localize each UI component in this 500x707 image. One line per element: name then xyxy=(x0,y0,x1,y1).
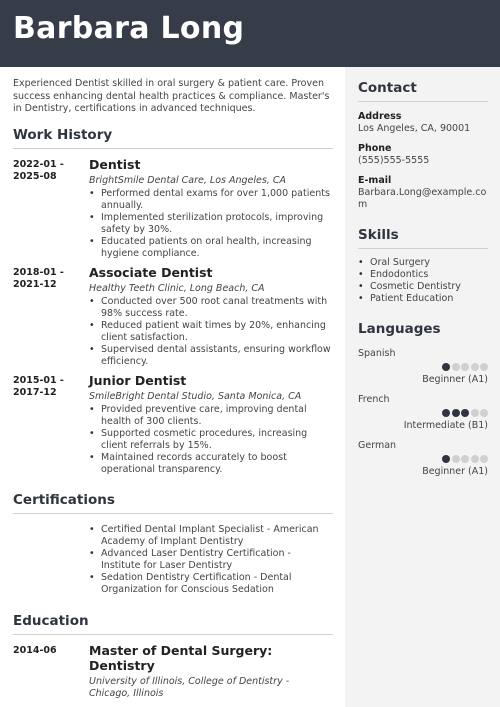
language-rating xyxy=(358,455,488,464)
job-bullet: • Supervised dental assistants, ensuring workflow efficiency. xyxy=(89,344,333,368)
language-name: Spanish xyxy=(358,348,396,359)
certification-item: • Sedation Dentistry Certification - Dental Organization for Conscious Sedation xyxy=(89,572,333,596)
job-bullets xyxy=(89,404,333,476)
job-entry xyxy=(13,265,333,368)
job-bullet: • Maintained records accurately to boost operational transparency. xyxy=(89,452,333,476)
certifications-list xyxy=(89,524,333,596)
job-bullet: • Supported cosmetic procedures, increasing client referrals by 15%. xyxy=(89,428,333,452)
education-entry xyxy=(13,643,333,700)
rating-dot-filled xyxy=(461,409,469,417)
email-link[interactable]: Barbara.Long@example.com xyxy=(358,187,487,210)
job-bullet: • Performed dental exams for over 1,000 patients annually. xyxy=(89,188,333,212)
job-bullet: • Educated patients on oral health, increasing hygiene compliance. xyxy=(89,236,333,260)
language-level: Intermediate (B1) xyxy=(403,420,488,431)
skills-heading: Skills xyxy=(358,227,488,249)
address-value: Los Angeles, CA, 90001 xyxy=(358,123,471,134)
job-start-date: 2015-01 - xyxy=(13,374,64,386)
rating-dot-empty xyxy=(452,363,460,371)
skill-item: • Endodontics xyxy=(358,269,488,281)
rating-dot-filled xyxy=(442,363,450,371)
language-name: French xyxy=(358,394,390,405)
job-bullet: • Conducted over 500 root canal treatments with 98% success rate. xyxy=(89,296,333,320)
skills-list xyxy=(358,257,488,305)
job-end-date: 2021-12 xyxy=(13,278,57,290)
job-dates xyxy=(13,375,73,399)
skills-section xyxy=(358,227,488,305)
job-title: Dentist xyxy=(89,156,141,172)
professional-summary: Experienced Dentist skilled in oral surgery & patient care. Proven success enhancing dental health practices & compliance. Master's in Dentistry, certifications in advanced techniques. xyxy=(13,78,330,114)
contact-heading: Contact xyxy=(358,80,488,102)
email-label: E-mail xyxy=(358,175,392,186)
job-company: Healthy Teeth Clinic, Long Beach, CA xyxy=(89,282,265,294)
rating-dot-empty xyxy=(471,363,479,371)
rating-dot-empty xyxy=(471,409,479,417)
education-heading: Education xyxy=(13,613,333,635)
job-bullets xyxy=(89,296,333,368)
rating-dot-empty xyxy=(461,363,469,371)
job-end-date: 2017-12 xyxy=(13,386,57,398)
job-end-date: 2025-08 xyxy=(13,170,57,182)
languages-heading: Languages xyxy=(358,321,441,337)
work-history-section xyxy=(13,127,333,476)
job-dates xyxy=(13,267,73,291)
skill-item: • Cosmetic Dentistry xyxy=(358,281,488,293)
language-entry xyxy=(358,394,488,431)
work-history-heading: Work History xyxy=(13,127,333,149)
rating-dot-filled xyxy=(442,409,450,417)
language-entry xyxy=(358,348,488,385)
rating-dot-filled xyxy=(442,455,450,463)
contact-section xyxy=(358,80,488,211)
education-date: 2014-06 xyxy=(13,644,57,656)
language-rating xyxy=(358,409,488,418)
job-title: Junior Dentist xyxy=(89,372,187,388)
skill-item: • Patient Education xyxy=(358,293,488,305)
job-dates xyxy=(13,159,73,183)
job-bullet: • Implemented sterilization protocols, improving safety by 30%. xyxy=(89,212,333,236)
languages-section xyxy=(358,321,488,477)
phone-value: (555)555-5555 xyxy=(358,155,430,166)
main-column xyxy=(13,78,333,700)
sidebar-content xyxy=(358,80,488,477)
language-level: Beginner (A1) xyxy=(422,374,488,385)
job-start-date: 2022-01 - xyxy=(13,158,64,170)
job-bullet: • Reduced patient wait times by 20%, enhancing client satisfaction. xyxy=(89,320,333,344)
rating-dot-filled xyxy=(452,409,460,417)
rating-dot-empty xyxy=(461,455,469,463)
language-name: German xyxy=(358,440,397,451)
job-company: BrightSmile Dental Care, Los Angeles, CA xyxy=(89,174,286,186)
job-title: Associate Dentist xyxy=(89,264,213,280)
language-entry xyxy=(358,440,488,477)
degree: Master of Dental Surgery: Dentistry xyxy=(89,642,273,673)
rating-dot-empty xyxy=(471,455,479,463)
education-section xyxy=(13,613,333,700)
job-start-date: 2018-01 - xyxy=(13,266,64,278)
language-rating xyxy=(358,363,488,372)
certification-item: • Advanced Laser Dentistry Certification - Institute for Laser Dentistry xyxy=(89,548,333,572)
job-entry xyxy=(13,157,333,260)
certifications-heading: Certifications xyxy=(13,492,333,514)
skill-item: • Oral Surgery xyxy=(358,257,488,269)
job-entry xyxy=(13,373,333,476)
rating-dot-empty xyxy=(452,455,460,463)
job-company: SmileBright Dental Studio, Santa Monica, CA xyxy=(89,390,302,402)
certification-item: • Certified Dental Implant Specialist - American Academy of Implant Dentistry xyxy=(89,524,333,548)
certifications-section xyxy=(13,492,333,596)
rating-dot-empty xyxy=(480,363,488,371)
language-level: Beginner (A1) xyxy=(422,466,488,477)
job-bullets xyxy=(89,188,333,260)
rating-dot-empty xyxy=(480,409,488,417)
address-label: Address xyxy=(358,111,402,122)
candidate-name: Barbara Long xyxy=(13,11,245,46)
rating-dot-empty xyxy=(480,455,488,463)
job-bullet: • Provided preventive care, improving dental health of 300 clients. xyxy=(89,404,333,428)
phone-label: Phone xyxy=(358,143,392,154)
resume-header xyxy=(0,0,500,67)
school: University of Illinois, College of Dentistry - Chicago, Illinois xyxy=(89,675,290,699)
